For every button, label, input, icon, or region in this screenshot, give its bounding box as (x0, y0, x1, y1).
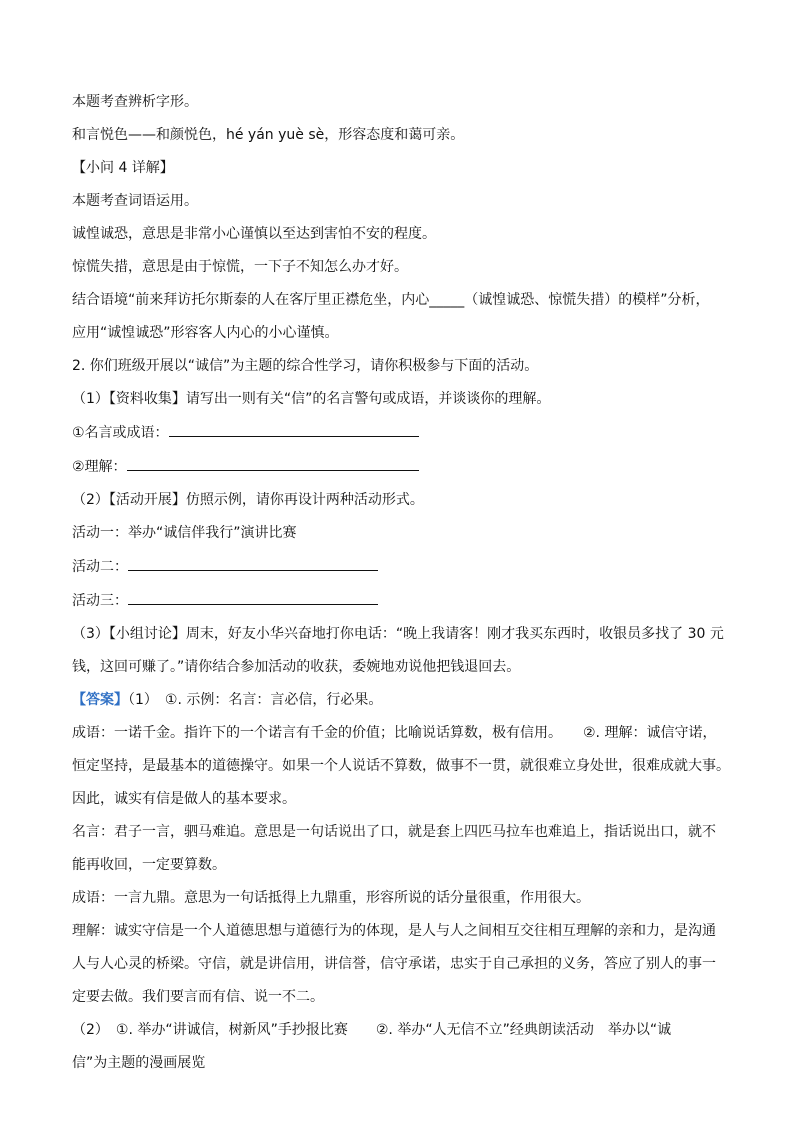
text-line: 和言悦色——和颜悦色，hé yán yuè sè，形容态度和蔼可亲。 (72, 127, 465, 143)
section-heading: 【小问 4 详解】 (72, 160, 174, 176)
text-line: 定要去做。我们要言而有信、说一不二。 (72, 989, 324, 1005)
text-line: 结合语境“前来拜访托尔斯泰的人在客厅里正襟危坐，内心_____（诚惶诚恐、惊慌失措）的模样”分析， (72, 292, 710, 308)
answer-text: （1） ①. 示例：名言：言必信，行必果。 (128, 692, 383, 708)
text-line: 名言：君子一言，驷马难追。意思是一句话说出了口，就是套上四匹马拉车也难追上，指话说出口，就不 (72, 824, 716, 840)
text-line: 活动一：举办“诚信伴我行”演讲比赛 (72, 525, 297, 541)
text-line: 理解：诚实守信是一个人道德思想与道德行为的体现，是人与人之间相互交往相互理解的亲和力，是沟通 (72, 923, 716, 939)
question-part: （1）【资料收集】请写出一则有关“信”的名言警句或成语，并谈谈你的理解。 (72, 391, 551, 407)
question-title: 2. 你们班级开展以“诚信”为主题的综合性学习，请你积极参与下面的活动。 (72, 358, 539, 374)
fill-label: ②理解： (72, 459, 127, 475)
question-part: （2）【活动开展】仿照示例，请你再设计两种活动形式。 (72, 492, 424, 508)
answer-blank[interactable] (128, 556, 378, 571)
answer-blank[interactable] (127, 456, 419, 471)
text-line: 惊慌失措，意思是由于惊慌，一下子不知怎么办才好。 (72, 259, 408, 275)
text-line: 本题考查辨析字形。 (72, 94, 198, 110)
fill-label: 活动三： (72, 593, 128, 609)
text-line: 应用“诚惶诚恐”形容客人内心的小心谨慎。 (72, 325, 339, 341)
text-line: 钱，这回可赚了。”请你结合参加活动的收获，委婉地劝说他把钱退回去。 (72, 659, 521, 675)
text-line: 人与人心灵的桥梁。守信，就是讲信用，讲信誉，信守承诺，忠实于自己承担的义务，答应了别人的事一 (72, 956, 716, 972)
text-line: 能再收回，一定要算数。 (72, 857, 226, 873)
answer-line (72, 690, 724, 710)
fill-label: ①名言或成语： (72, 425, 169, 441)
document-page (72, 92, 730, 1073)
fill-label: 活动二： (72, 559, 128, 575)
text-line: 诚惶诚恐，意思是非常小心谨慎以至达到害怕不安的程度。 (72, 226, 436, 242)
text-line: 恒定坚持，是最基本的道德操守。如果一个人说话不算数，做事不一贯，就很难立身处世，很难成就大事。 (72, 758, 730, 774)
text-line: 成语：一诺千金。指许下的一个诺言有千金的价值；比喻说话算数，极有信用。 ②. 理解：诚信守诺， (72, 725, 717, 741)
text-line: 成语：一言九鼎。意思为一句话抵得上九鼎重，形容所说的话分量很重，作用很大。 (72, 890, 590, 906)
question-part: （3）【小组讨论】周末，好友小华兴奋地打你电话：“晚上我请客！刚才我买东西时，收银员多找了 30 元 (72, 626, 724, 642)
text-line: 信”为主题的漫画展览 (72, 1055, 206, 1071)
text-line: 本题考查词语运用。 (72, 193, 198, 209)
fill-line (72, 590, 724, 611)
text-line: 因此，诚实有信是做人的基本要求。 (72, 791, 296, 807)
text-line: （2） ①. 举办“讲诚信，树新风”手抄报比赛 ②. 举办“人无信不立”经典朗读活动 举办以“诚 (72, 1022, 672, 1038)
fill-line (72, 556, 724, 577)
answer-blank[interactable] (128, 590, 378, 605)
fill-line (72, 456, 724, 477)
answer-tag: 【答案】 (72, 692, 128, 708)
fill-line (72, 422, 724, 443)
answer-blank[interactable] (169, 422, 419, 437)
